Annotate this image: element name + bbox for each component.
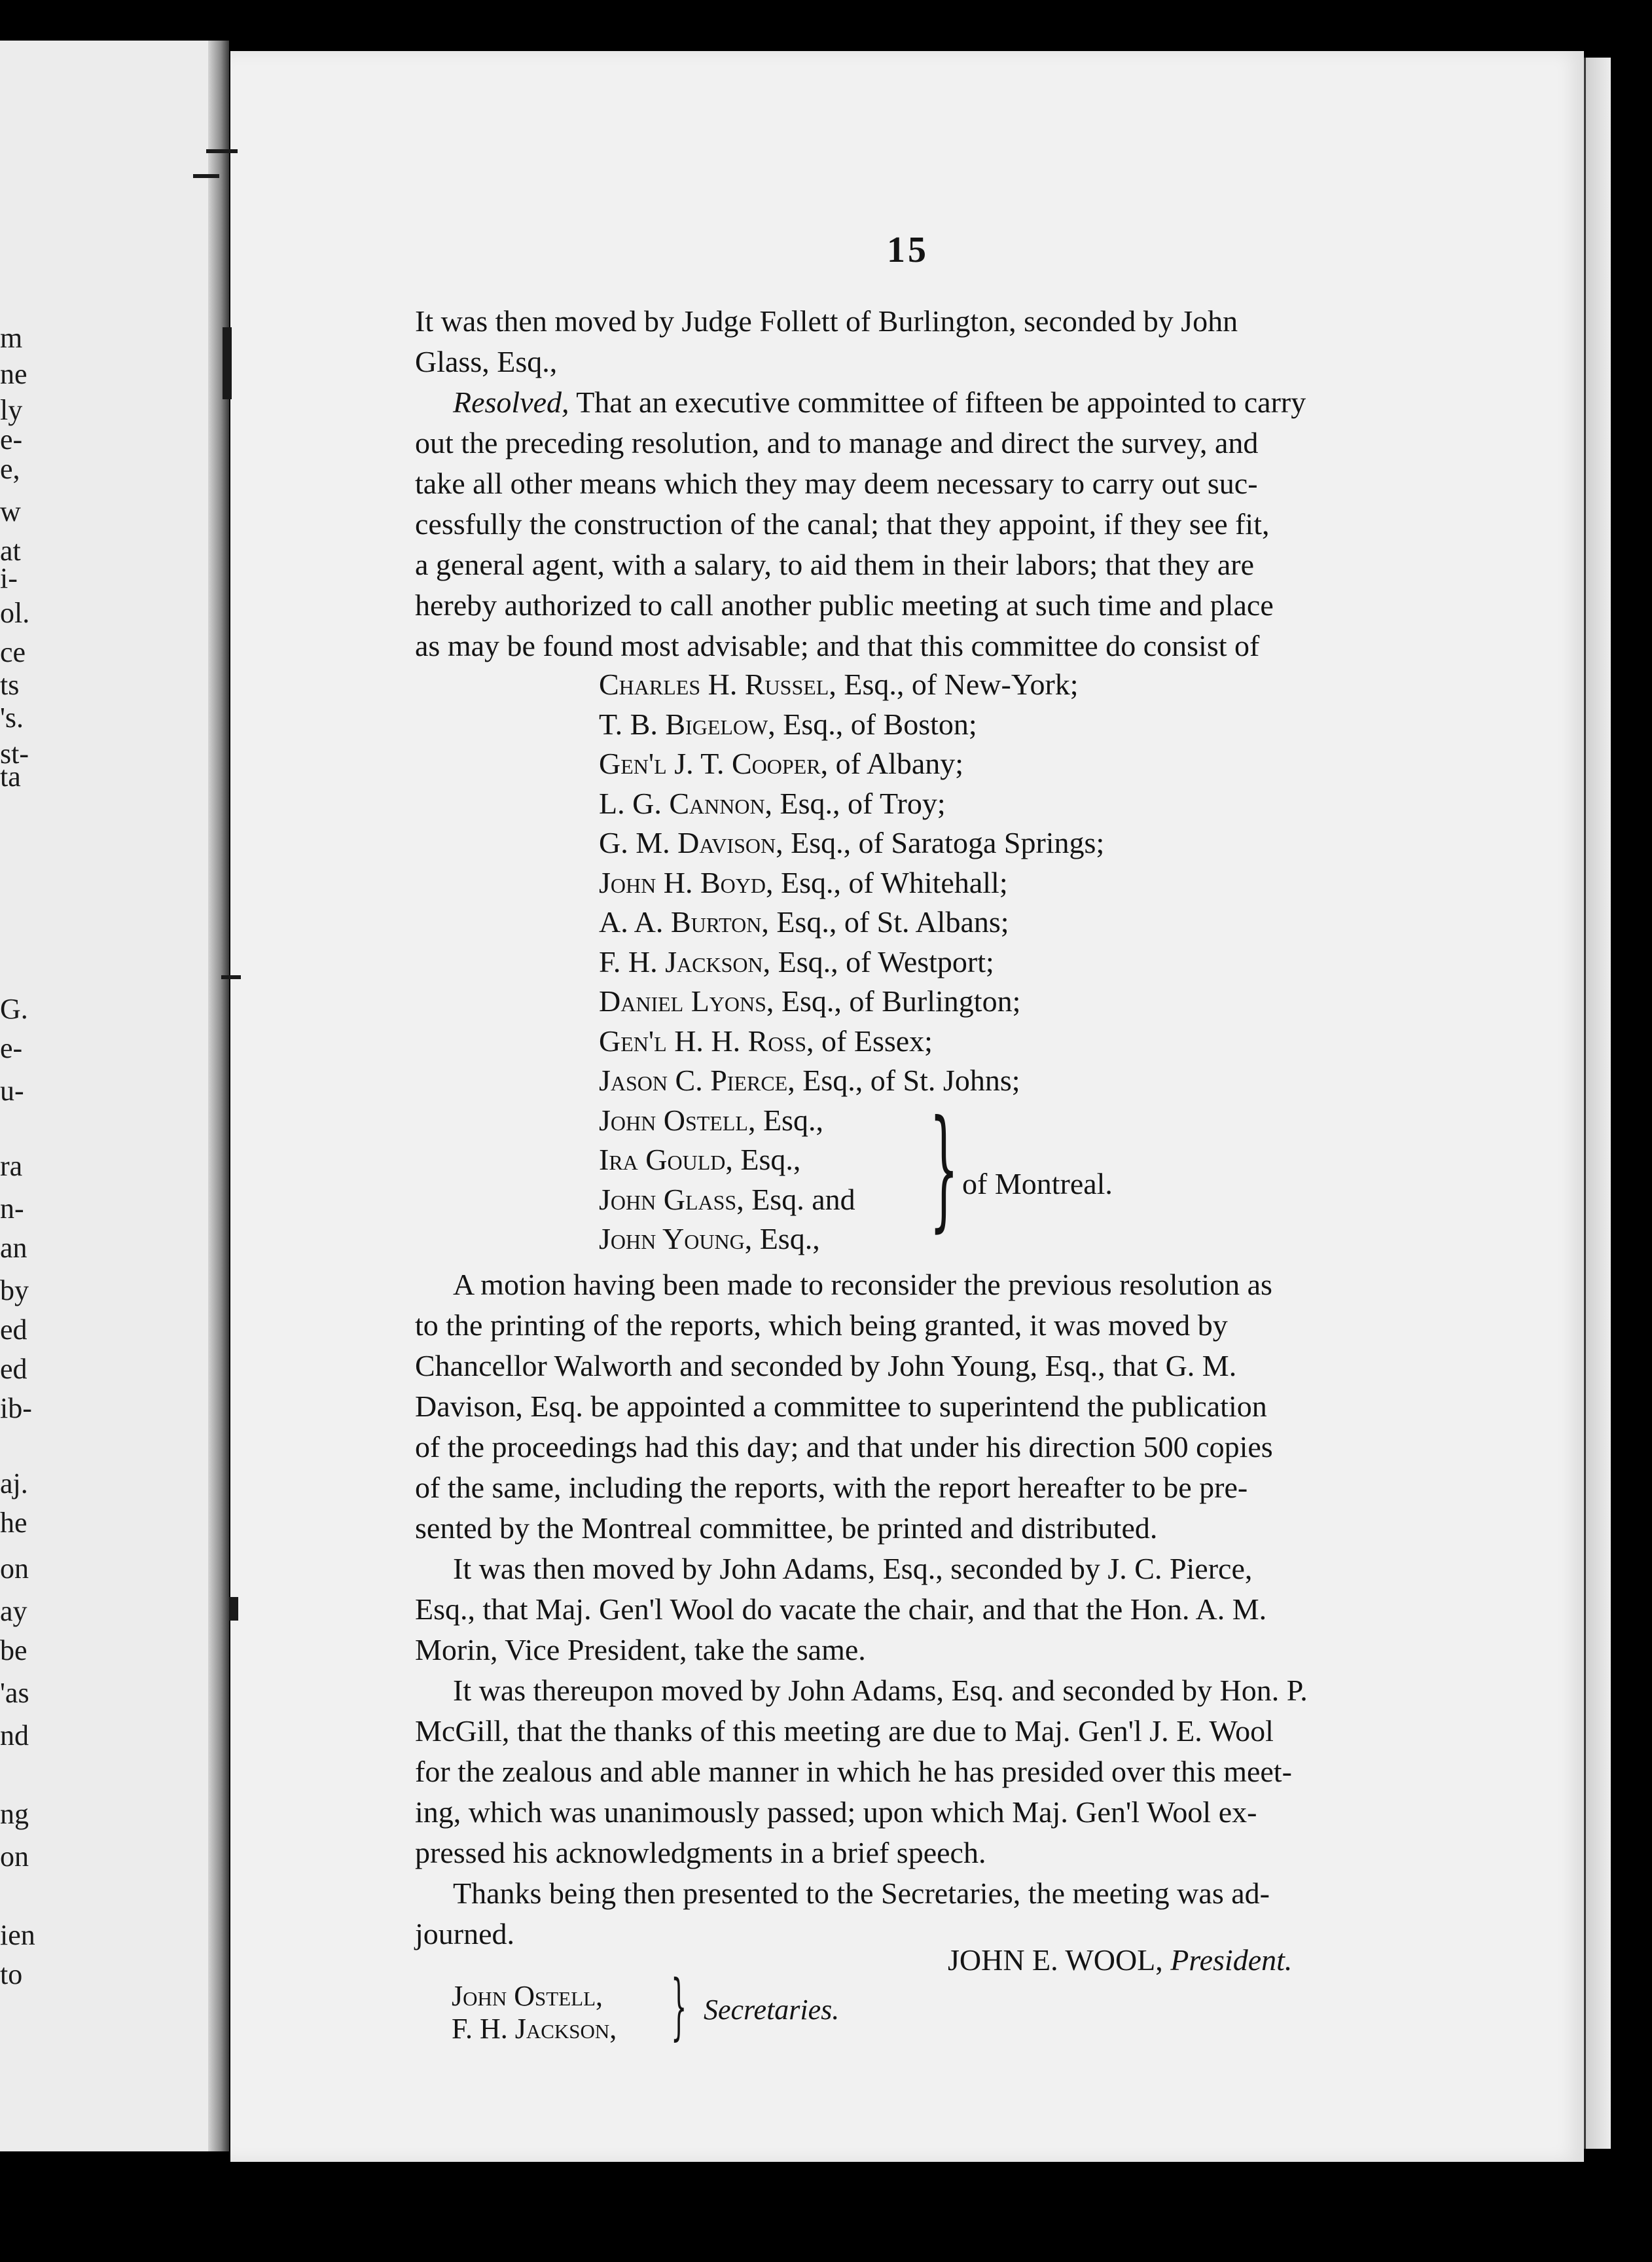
resolved-label: Resolved, <box>453 386 569 419</box>
member-detail: , Esq., of New-York; <box>829 668 1079 701</box>
previous-page-fragment: ce <box>0 636 26 668</box>
member-detail: , Esq., of Saratoga Springs; <box>776 826 1105 859</box>
previous-page-fragment: ly <box>0 394 23 426</box>
text-line: That an executive committee of fifteen be appointed to carry <box>569 386 1306 419</box>
scan-mark <box>206 149 238 153</box>
text-line: take all other means which they may deem necessary to carry out suc- <box>415 467 1258 500</box>
text-line: as may be found most advisable; and that this committee do consist of <box>415 629 1260 662</box>
text-line: for the zealous and able manner in which he has presided over this meet- <box>415 1755 1292 1788</box>
text-line: McGill, that the thanks of this meeting are due to Maj. Gen'l J. E. Wool <box>415 1714 1274 1748</box>
previous-page-fragment: an <box>0 1232 27 1264</box>
signature-title: President. <box>1170 1943 1293 1977</box>
scan-mark <box>229 1597 238 1621</box>
member-name: John Young <box>599 1222 745 1255</box>
text-line: ing, which was unanimously passed; upon which Maj. Gen'l Wool ex- <box>415 1795 1257 1829</box>
member-detail: , Esq., <box>744 1222 820 1255</box>
signature-name: JOHN E. WOOL, <box>948 1943 1163 1977</box>
previous-page-fragment: by <box>0 1274 29 1306</box>
previous-page-fragment: e- <box>0 1032 23 1064</box>
resolution-first-line <box>415 382 1390 423</box>
previous-page-fragment: nd <box>0 1719 29 1751</box>
previous-page-fragment: to <box>0 1958 23 1990</box>
text-line: It was then moved by Judge Follett of Burlington, seconded by John <box>415 304 1238 338</box>
previous-page-fragment: ng <box>0 1798 29 1830</box>
secretaries-label: Secretaries. <box>704 1994 840 2026</box>
member-detail: , Esq., of St. Albans; <box>761 905 1009 939</box>
member-name: Daniel Lyons <box>599 984 766 1018</box>
previous-page-fragment: u- <box>0 1075 24 1107</box>
montreal-member <box>599 1219 1450 1259</box>
text-line: sented by the Montreal committee, be printed and distributed. <box>415 1511 1158 1545</box>
previous-page-fragment: ts <box>0 669 20 701</box>
page-edge <box>1584 58 1611 2149</box>
member-name: John Ostell <box>599 1103 748 1137</box>
text-line: Glass, Esq., <box>415 345 558 378</box>
text-line: cessfully the construction of the canal; that they appoint, if they see fit, <box>415 507 1270 541</box>
member-detail: , Esq., of Whitehall; <box>765 865 1008 899</box>
member-name: Gen'l H. H. Ross <box>599 1024 807 1058</box>
member-name: John H. Boyd <box>599 865 766 899</box>
paragraph-printing-motion <box>415 1265 1390 1549</box>
committee-member <box>599 665 1450 705</box>
previous-page-fragment: w <box>0 495 21 528</box>
member-detail: , Esq., of Troy; <box>764 786 946 820</box>
previous-page-fragment: ay <box>0 1595 27 1627</box>
committee-member <box>599 823 1450 863</box>
text-line: A motion having been made to reconsider the previous resolution as <box>453 1268 1272 1301</box>
member-name: T. B. Bigelow <box>599 707 768 741</box>
secretaries-brace: } <box>671 1964 687 2048</box>
member-name: F. H. Jackson <box>599 944 763 978</box>
text-line: a general agent, with a salary, to aid them in their labors; that they are <box>415 548 1254 581</box>
member-name: G. M. Davison <box>599 826 776 859</box>
member-detail: , of Essex; <box>806 1024 933 1058</box>
text-line: It was thereupon moved by John Adams, Esq. and seconded by Hon. P. <box>453 1674 1308 1707</box>
scan-mark <box>223 327 232 399</box>
member-name: A. A. Burton <box>599 905 762 939</box>
previous-page-fragment: 'as <box>0 1677 29 1709</box>
previous-page-fragment: at <box>0 535 21 567</box>
previous-page-fragment: ib- <box>0 1392 32 1424</box>
text-line: of the same, including the reports, with the report hereafter to be pre- <box>415 1471 1248 1504</box>
previous-page-fragment: st- <box>0 738 29 770</box>
member-detail: , Esq., of St. Johns; <box>787 1064 1020 1097</box>
paragraph-resolution <box>415 382 1390 666</box>
member-name: John Glass <box>599 1182 737 1216</box>
previous-page-fragment: n- <box>0 1193 24 1225</box>
previous-page-fragment: G. <box>0 993 28 1025</box>
previous-page-fragment: ed <box>0 1353 27 1385</box>
member-detail: , Esq., of Boston; <box>768 707 977 741</box>
committee-member <box>599 1061 1450 1101</box>
previous-page-fragment: e, <box>0 453 20 485</box>
page-number: 15 <box>887 230 929 270</box>
scan-mark <box>193 174 219 178</box>
secretaries-names <box>452 1980 617 2045</box>
previous-page-fragment: i- <box>0 562 18 594</box>
montreal-brace: } <box>929 1092 959 1245</box>
text-line: Chancellor Walworth and seconded by John Young, Esq., that G. M. <box>415 1349 1237 1382</box>
committee-member <box>599 744 1450 784</box>
committee-member <box>599 784 1450 824</box>
member-name: Charles H. Russel <box>599 668 829 701</box>
previous-page-fragment: ne <box>0 358 27 390</box>
member-name: Gen'l J. T. Cooper <box>599 747 821 780</box>
text-line: Esq., that Maj. Gen'l Wool do vacate the chair, and that the Hon. A. M. <box>415 1592 1267 1626</box>
previous-page-fragment: on <box>0 1553 29 1585</box>
previous-page-fragment: m <box>0 322 23 354</box>
previous-page-fragment: he <box>0 1507 27 1539</box>
montreal-member <box>599 1101 1450 1141</box>
text-line: hereby authorized to call another public meeting at such time and place <box>415 588 1274 622</box>
previous-page-fragment: ol. <box>0 597 30 629</box>
text-line: of the proceedings had this day; and that under his direction 500 copies <box>415 1430 1273 1463</box>
paragraph-thanks-wool <box>415 1670 1390 1873</box>
committee-member <box>599 705 1450 745</box>
committee-member <box>599 982 1450 1022</box>
montreal-label: of Montreal. <box>962 1167 1113 1200</box>
member-detail: , Esq., <box>725 1143 801 1176</box>
committee-member <box>599 903 1450 942</box>
secretary-name: F. H. Jackson, <box>452 2013 617 2045</box>
member-detail: , Esq., <box>747 1103 823 1137</box>
text-line: It was then moved by John Adams, Esq., seconded by J. C. Pierce, <box>453 1552 1253 1585</box>
committee-member <box>599 1022 1450 1062</box>
paragraph-motion-follett <box>415 301 1390 382</box>
member-name: Ira Gould <box>599 1143 726 1176</box>
text-line: Morin, Vice President, take the same. <box>415 1633 866 1666</box>
text-line: to the printing of the reports, which being granted, it was moved by <box>415 1308 1228 1342</box>
member-detail: , Esq. and <box>736 1182 855 1216</box>
previous-page-fragment: ra <box>0 1150 23 1182</box>
secretary-name: John Ostell, <box>452 1980 603 2012</box>
previous-page-fragment: be <box>0 1634 27 1666</box>
member-name: Jason C. Pierce <box>599 1064 788 1097</box>
member-name: L. G. Cannon <box>599 786 765 820</box>
text-line: out the preceding resolution, and to manage and direct the survey, and <box>415 426 1259 459</box>
previous-page-fragment: ien <box>0 1919 35 1951</box>
member-detail: , of Albany; <box>820 747 964 780</box>
committee-member <box>599 863 1450 903</box>
president-signature <box>948 1943 1292 1977</box>
previous-page-fragment: on <box>0 1840 29 1873</box>
previous-page-fragment: ed <box>0 1314 27 1346</box>
previous-page-fragment: 's. <box>0 702 24 734</box>
committee-member <box>599 942 1450 982</box>
text-line: Davison, Esq. be appointed a committee to superintend the publication <box>415 1390 1267 1423</box>
paragraph-vacate-chair <box>415 1549 1390 1670</box>
member-detail: , Esq., of Westport; <box>763 944 994 978</box>
previous-page-fragment: e- <box>0 423 23 456</box>
text-line: journed. <box>415 1917 515 1950</box>
previous-page-fragment: aj. <box>0 1467 28 1499</box>
previous-page-fragment: ta <box>0 761 21 793</box>
text-line: pressed his acknowledgments in a brief speech. <box>415 1836 986 1869</box>
scan-mark <box>221 975 241 979</box>
member-detail: , Esq., of Burlington; <box>766 984 1021 1018</box>
previous-page-sliver <box>0 41 228 2151</box>
text-line: Thanks being then presented to the Secretaries, the meeting was ad- <box>453 1876 1270 1910</box>
